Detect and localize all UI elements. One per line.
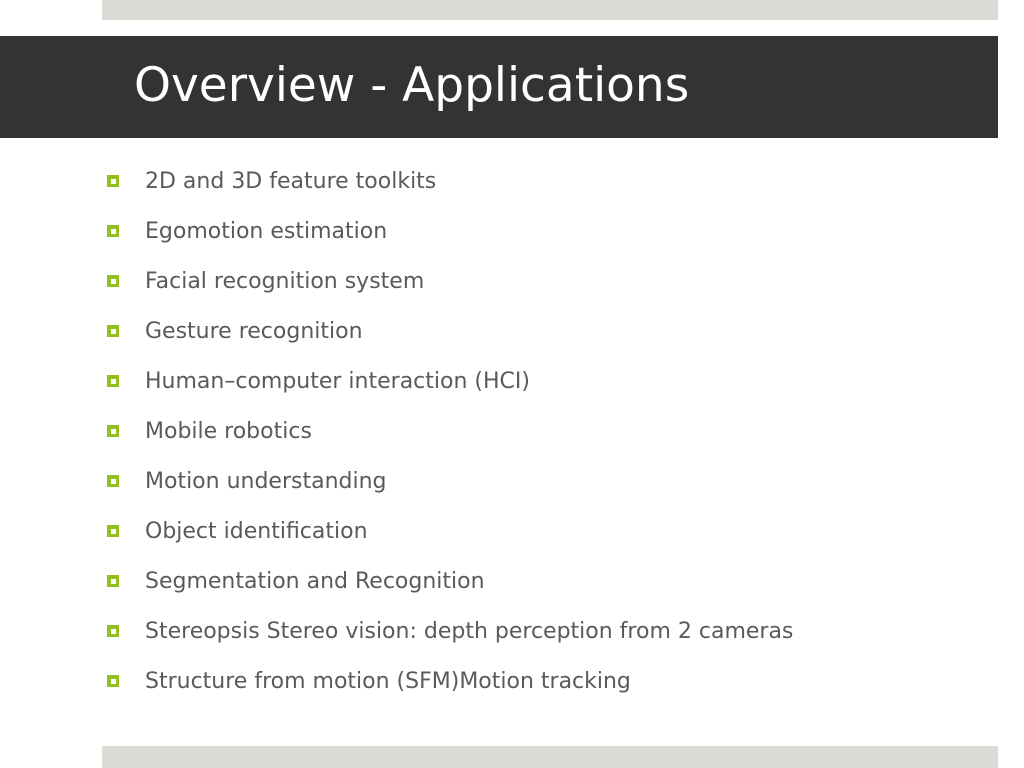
square-bullet-icon [107, 375, 119, 387]
bullet-item [107, 215, 793, 265]
square-bullet-icon [107, 225, 119, 237]
bullet-text: Egomotion estimation [145, 219, 388, 244]
bullet-text: Human–computer interaction (HCI) [145, 369, 530, 394]
square-bullet-icon [107, 575, 119, 587]
bullet-list [107, 165, 793, 715]
bullet-item [107, 315, 793, 365]
bullet-item [107, 465, 793, 515]
bullet-text: Mobile robotics [145, 419, 312, 444]
bullet-text: Structure from motion (SFM)Motion tracking [145, 669, 631, 694]
square-bullet-icon [107, 625, 119, 637]
bottom-accent-band [102, 746, 998, 768]
square-bullet-icon [107, 175, 119, 187]
top-accent-band [102, 0, 998, 20]
bullet-text: Stereopsis Stereo vision: depth perception from 2 cameras [145, 619, 794, 644]
square-bullet-icon [107, 675, 119, 687]
square-bullet-icon [107, 275, 119, 287]
bullet-item [107, 515, 793, 565]
bullet-item [107, 665, 793, 715]
bullet-text: Gesture recognition [145, 319, 363, 344]
square-bullet-icon [107, 325, 119, 337]
bullet-text: Segmentation and Recognition [145, 569, 485, 594]
slide-title: Overview - Applications [134, 58, 690, 113]
bullet-item [107, 365, 793, 415]
bullet-item [107, 415, 793, 465]
bullet-item [107, 265, 793, 315]
bullet-item [107, 165, 793, 215]
bullet-text: Object identification [145, 519, 368, 544]
bullet-text: 2D and 3D feature toolkits [145, 169, 437, 194]
square-bullet-icon [107, 525, 119, 537]
square-bullet-icon [107, 475, 119, 487]
bullet-item [107, 565, 793, 615]
bullet-item [107, 615, 793, 665]
bullet-text: Facial recognition system [145, 269, 425, 294]
square-bullet-icon [107, 425, 119, 437]
bullet-text: Motion understanding [145, 469, 387, 494]
